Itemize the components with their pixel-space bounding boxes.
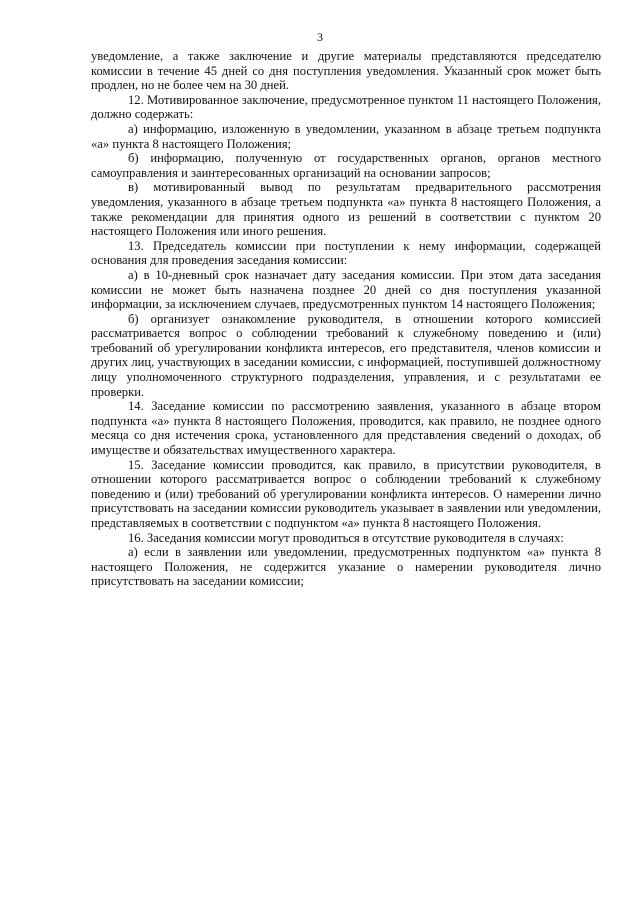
paragraph-item-12b: б) информацию, полученную от государственных органов, органов местного самоуправления и заинтересованных организаций на основании запросов; xyxy=(91,151,601,180)
paragraph-item-15: 15. Заседание комиссии проводится, как правило, в присутствии руководителя, в отношении которого рассматривается вопрос о соблюдении требований к служебному поведению и (или) требований об урегулировании конфликта интересов. О намерении лично присутствовать на заседании комиссии руководитель указывает в заявлении или уведомлении, представляемых в соответствии с подпунктом «а» пункта 8 настоящего Положения. xyxy=(91,457,601,530)
paragraph-item-13b: б) организует ознакомление руководителя, в отношении которого комиссией рассматривается вопрос о соблюдении требований к служебному поведению и (или) требований об урегулировании конфликта интересов, его представителя, членов комиссии и других лиц, участвующих в заседании комиссии, с информацией, поступившей должностному лицу уполномоченного структурного подразделения, управления, и с результатами ее проверки. xyxy=(91,311,601,399)
paragraph-item-14: 14. Заседание комиссии по рассмотрению заявления, указанного в абзаце втором подпункта «а» пункта 8 настоящего Положения, проводится, как правило, не позднее одного месяца со дня истечения срока, установленного для представления сведений о доходах, об имуществе и обязательствах имущественного характера. xyxy=(91,399,601,458)
paragraph-item-12a: а) информацию, изложенную в уведомлении, указанном в абзаце третьем подпункта «а» пункта 8 настоящего Положения; xyxy=(91,121,601,151)
paragraph-continuation: уведомление, а также заключение и другие материалы представляются председателю комиссии в течение 45 дней со дня поступления уведомления. Указанный срок может быть продлен, но не более чем на 30 дней. xyxy=(91,49,601,93)
page-number: 3 xyxy=(317,30,323,44)
paragraph-item-16a: а) если в заявлении или уведомлении, предусмотренных подпунктом «а» пункта 8 настоящего Положения, не содержится указание о намерении руководителя лично присутствовать на заседании комиссии; xyxy=(91,545,601,589)
paragraph-item-13: 13. Председатель комиссии при поступлении к нему информации, содержащей основания для проведения заседания комиссии: xyxy=(91,238,601,268)
paragraph-item-12: 12. Мотивированное заключение, предусмотренное пунктом 11 настоящего Положения, должно содержать: xyxy=(91,92,601,122)
paragraph-item-13a: а) в 10-дневный срок назначает дату заседания комиссии. При этом дата заседания комиссии не может быть назначена позднее 20 дней со дня поступления указанной информации, за исключением случаев, предусмотренных пунктом 14 настоящего Положения; xyxy=(91,267,601,312)
paragraph-item-16: 16. Заседания комиссии могут проводиться в отсутствие руководителя в случаях: xyxy=(128,530,564,545)
document-body xyxy=(91,49,601,589)
paragraph-item-12v: в) мотивированный вывод по результатам предварительного рассмотрения уведомления, указанного в абзаце третьем подпункта «а» пункта 8 настоящего Положения, а также рекомендации для принятия одного из решений в соответствии с пунктом 20 настоящего Положения или иного решения. xyxy=(91,180,601,239)
